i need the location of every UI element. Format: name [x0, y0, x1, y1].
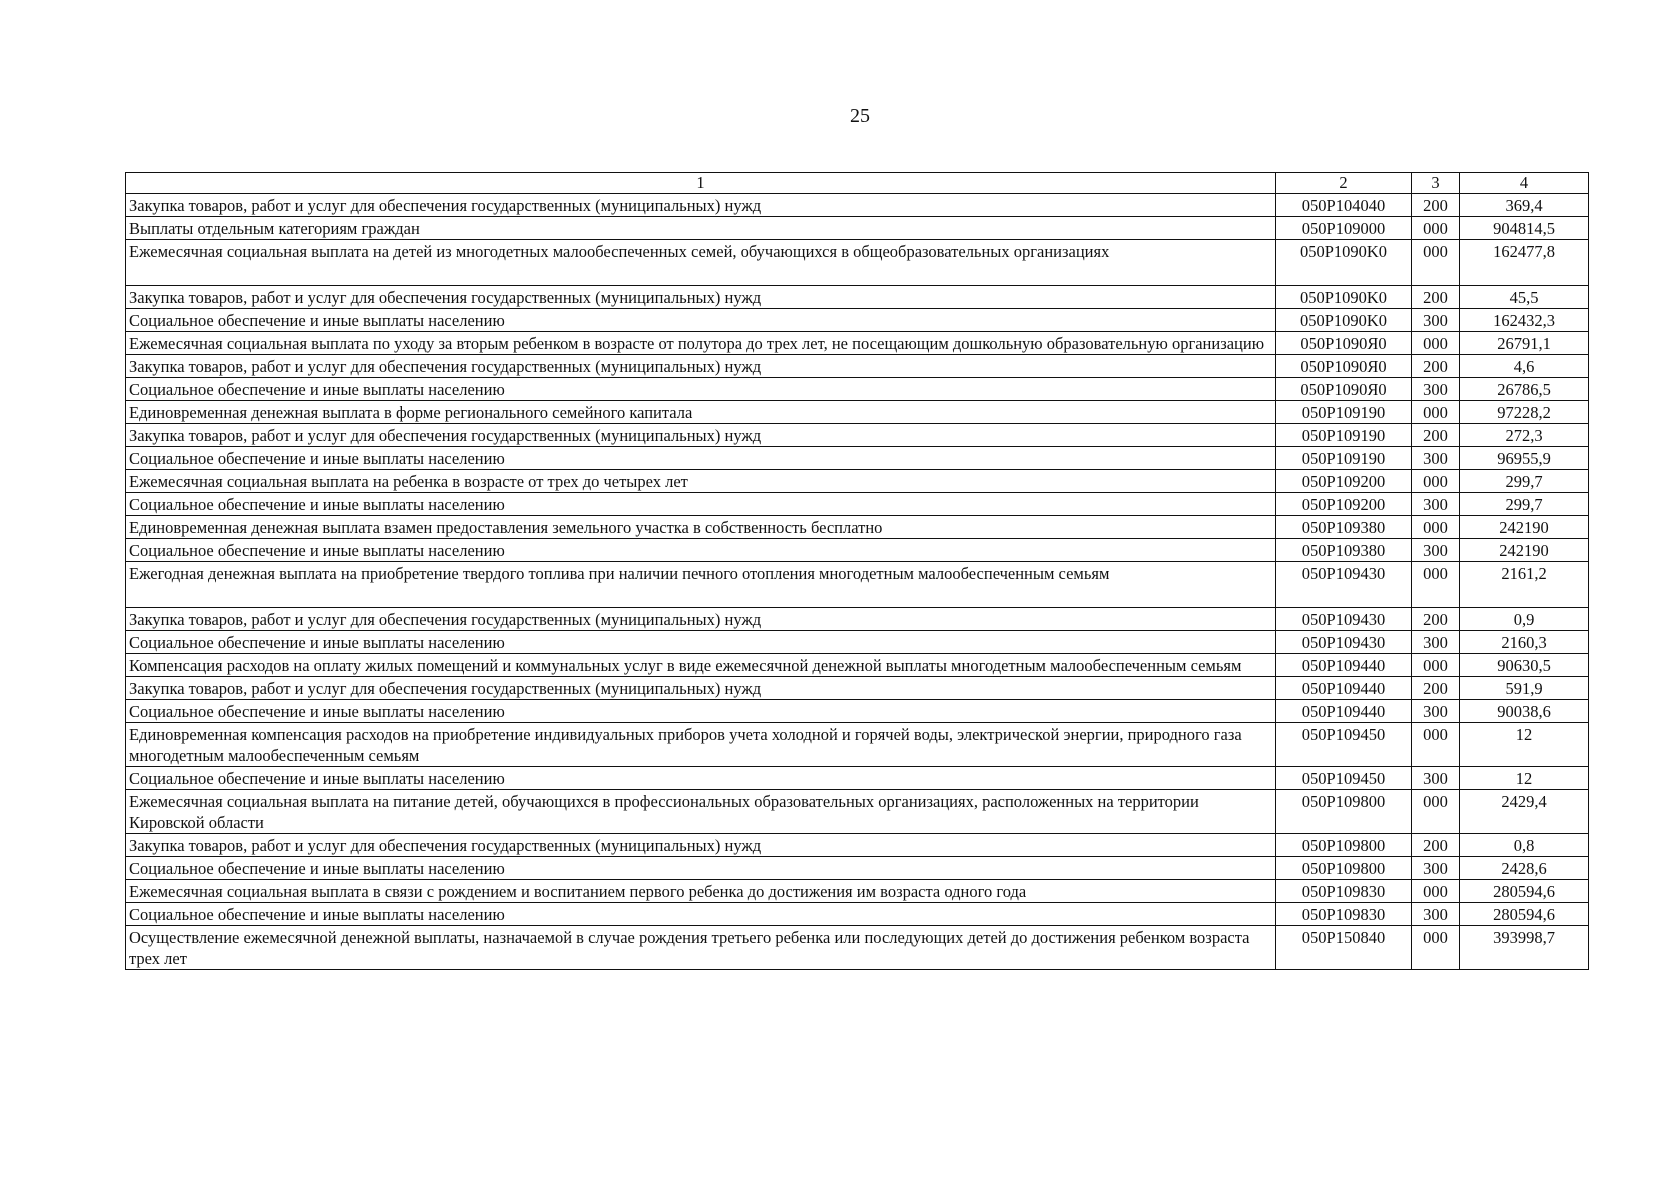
target-code-cell: 050P1090K0 [1276, 286, 1412, 309]
expense-type-cell: 000 [1412, 562, 1460, 608]
amount-cell: 96955,9 [1460, 447, 1589, 470]
table-row [126, 447, 1589, 470]
amount-cell: 12 [1460, 767, 1589, 790]
expense-name-cell: Закупка товаров, работ и услуг для обеспечения государственных (муниципальных) нужд [126, 677, 1276, 700]
expense-name-cell: Ежемесячная социальная выплата на ребенка в возрасте от трех до четырех лет [126, 470, 1276, 493]
expense-type-cell: 300 [1412, 539, 1460, 562]
expense-type-cell: 000 [1412, 880, 1460, 903]
amount-cell: 4,6 [1460, 355, 1589, 378]
amount-cell: 26786,5 [1460, 378, 1589, 401]
expense-type-cell: 300 [1412, 700, 1460, 723]
expense-type-cell: 000 [1412, 470, 1460, 493]
amount-cell: 97228,2 [1460, 401, 1589, 424]
expense-type-cell: 300 [1412, 903, 1460, 926]
table-row [126, 309, 1589, 332]
target-code-cell: 050P109200 [1276, 470, 1412, 493]
table-row [126, 723, 1589, 767]
expense-type-cell: 000 [1412, 240, 1460, 286]
target-code-cell: 050P109800 [1276, 857, 1412, 880]
expense-type-cell: 000 [1412, 790, 1460, 834]
table-row [126, 493, 1589, 516]
amount-cell: 90630,5 [1460, 654, 1589, 677]
expense-name-cell: Социальное обеспечение и иные выплаты населению [126, 700, 1276, 723]
table-row [126, 217, 1589, 240]
table-row [126, 903, 1589, 926]
expense-name-cell: Закупка товаров, работ и услуг для обеспечения государственных (муниципальных) нужд [126, 286, 1276, 309]
amount-cell: 299,7 [1460, 470, 1589, 493]
amount-cell: 242190 [1460, 539, 1589, 562]
expense-name-cell: Закупка товаров, работ и услуг для обеспечения государственных (муниципальных) нужд [126, 194, 1276, 217]
target-code-cell: 050P109000 [1276, 217, 1412, 240]
expense-type-cell: 300 [1412, 378, 1460, 401]
expense-name-cell: Социальное обеспечение и иные выплаты населению [126, 539, 1276, 562]
expense-type-cell: 300 [1412, 631, 1460, 654]
expense-name-cell: Выплаты отдельным категориям граждан [126, 217, 1276, 240]
amount-cell: 591,9 [1460, 677, 1589, 700]
table-row [126, 834, 1589, 857]
amount-cell: 280594,6 [1460, 903, 1589, 926]
expense-type-cell: 000 [1412, 332, 1460, 355]
target-code-cell: 050P109380 [1276, 539, 1412, 562]
expense-type-cell: 300 [1412, 493, 1460, 516]
amount-cell: 26791,1 [1460, 332, 1589, 355]
target-code-cell: 050P109430 [1276, 562, 1412, 608]
target-code-cell: 050P109190 [1276, 424, 1412, 447]
table-row [126, 677, 1589, 700]
expense-type-cell: 000 [1412, 723, 1460, 767]
table-row [126, 516, 1589, 539]
amount-cell: 162477,8 [1460, 240, 1589, 286]
amount-cell: 369,4 [1460, 194, 1589, 217]
target-code-cell: 050P1090Я0 [1276, 355, 1412, 378]
amount-cell: 45,5 [1460, 286, 1589, 309]
expense-type-cell: 200 [1412, 424, 1460, 447]
page-number: 25 [850, 105, 870, 127]
expense-name-cell: Закупка товаров, работ и услуг для обеспечения государственных (муниципальных) нужд [126, 608, 1276, 631]
target-code-cell: 050P109380 [1276, 516, 1412, 539]
table-row [126, 926, 1589, 970]
table-row [126, 790, 1589, 834]
target-code-cell: 050P109200 [1276, 493, 1412, 516]
target-code-cell: 050P1090Я0 [1276, 378, 1412, 401]
amount-cell: 242190 [1460, 516, 1589, 539]
table-header [126, 173, 1589, 194]
target-code-cell: 050P1090K0 [1276, 240, 1412, 286]
expense-type-cell: 200 [1412, 355, 1460, 378]
expense-name-cell: Социальное обеспечение и иные выплаты населению [126, 857, 1276, 880]
table-row [126, 332, 1589, 355]
column-header-2: 2 [1276, 173, 1412, 194]
table-body [126, 194, 1589, 970]
expense-type-cell: 300 [1412, 447, 1460, 470]
budget-table [125, 172, 1589, 970]
expense-type-cell: 200 [1412, 677, 1460, 700]
expense-name-cell: Социальное обеспечение и иные выплаты населению [126, 309, 1276, 332]
expense-name-cell: Ежемесячная социальная выплата на питание детей, обучающихся в профессиональных образовательных организациях, расположенных на территории Кировской области [126, 790, 1276, 834]
column-header-3: 3 [1412, 173, 1460, 194]
target-code-cell: 050P109190 [1276, 401, 1412, 424]
expense-name-cell: Единовременная денежная выплата в форме регионального семейного капитала [126, 401, 1276, 424]
expense-name-cell: Социальное обеспечение и иные выплаты населению [126, 903, 1276, 926]
table-row [126, 240, 1589, 286]
expense-type-cell: 000 [1412, 516, 1460, 539]
table-row [126, 880, 1589, 903]
expense-name-cell: Социальное обеспечение и иные выплаты населению [126, 767, 1276, 790]
amount-cell: 280594,6 [1460, 880, 1589, 903]
target-code-cell: 050P109430 [1276, 608, 1412, 631]
target-code-cell: 050P104040 [1276, 194, 1412, 217]
table-row [126, 194, 1589, 217]
expense-name-cell: Единовременная денежная выплата взамен предоставления земельного участка в собственность бесплатно [126, 516, 1276, 539]
table-row [126, 539, 1589, 562]
expense-name-cell: Осуществление ежемесячной денежной выплаты, назначаемой в случае рождения третьего ребенка или последующих детей до достижения ребенком возраста трех лет [126, 926, 1276, 970]
amount-cell: 2428,6 [1460, 857, 1589, 880]
target-code-cell: 050P109440 [1276, 677, 1412, 700]
expense-type-cell: 300 [1412, 309, 1460, 332]
target-code-cell: 050P109830 [1276, 880, 1412, 903]
amount-cell: 162432,3 [1460, 309, 1589, 332]
table-row [126, 424, 1589, 447]
table-row [126, 857, 1589, 880]
expense-name-cell: Ежемесячная социальная выплата в связи с рождением и воспитанием первого ребенка до достижения им возраста одного года [126, 880, 1276, 903]
expense-type-cell: 300 [1412, 857, 1460, 880]
expense-name-cell: Социальное обеспечение и иные выплаты населению [126, 631, 1276, 654]
target-code-cell: 050P109430 [1276, 631, 1412, 654]
table-row [126, 562, 1589, 608]
target-code-cell: 050P109830 [1276, 903, 1412, 926]
target-code-cell: 050P109800 [1276, 834, 1412, 857]
amount-cell: 2161,2 [1460, 562, 1589, 608]
expense-type-cell: 300 [1412, 767, 1460, 790]
table-row [126, 470, 1589, 493]
expense-name-cell: Компенсация расходов на оплату жилых помещений и коммунальных услуг в виде ежемесячной денежной выплаты многодетным малообеспеченным семьям [126, 654, 1276, 677]
expense-type-cell: 200 [1412, 194, 1460, 217]
amount-cell: 0,9 [1460, 608, 1589, 631]
expense-type-cell: 200 [1412, 608, 1460, 631]
amount-cell: 2429,4 [1460, 790, 1589, 834]
table-row [126, 631, 1589, 654]
table-row [126, 355, 1589, 378]
amount-cell: 393998,7 [1460, 926, 1589, 970]
expense-type-cell: 000 [1412, 654, 1460, 677]
expense-name-cell: Закупка товаров, работ и услуг для обеспечения государственных (муниципальных) нужд [126, 355, 1276, 378]
amount-cell: 90038,6 [1460, 700, 1589, 723]
table-row [126, 378, 1589, 401]
expense-name-cell: Единовременная компенсация расходов на приобретение индивидуальных приборов учета холодной и горячей воды, электрической энергии, природного газа многодетным малообеспеченным семьям [126, 723, 1276, 767]
amount-cell: 299,7 [1460, 493, 1589, 516]
target-code-cell: 050P109440 [1276, 654, 1412, 677]
target-code-cell: 050P109450 [1276, 723, 1412, 767]
table-row [126, 700, 1589, 723]
amount-cell: 904814,5 [1460, 217, 1589, 240]
amount-cell: 272,3 [1460, 424, 1589, 447]
expense-name-cell: Ежемесячная социальная выплата по уходу за вторым ребенком в возрасте от полутора до трех лет, не посещающим дошкольную образовательную организацию [126, 332, 1276, 355]
target-code-cell: 050P109440 [1276, 700, 1412, 723]
amount-cell: 12 [1460, 723, 1589, 767]
table-row [126, 286, 1589, 309]
expense-name-cell: Ежегодная денежная выплата на приобретение твердого топлива при наличии печного отопления многодетным малообеспеченным семьям [126, 562, 1276, 608]
expense-type-cell: 200 [1412, 286, 1460, 309]
expense-type-cell: 200 [1412, 834, 1460, 857]
column-header-1: 1 [126, 173, 1276, 194]
target-code-cell: 050P109450 [1276, 767, 1412, 790]
table-row [126, 767, 1589, 790]
table-row [126, 608, 1589, 631]
amount-cell: 2160,3 [1460, 631, 1589, 654]
target-code-cell: 050P150840 [1276, 926, 1412, 970]
expense-name-cell: Ежемесячная социальная выплата на детей из многодетных малообеспеченных семей, обучающихся в общеобразовательных организациях [126, 240, 1276, 286]
expense-name-cell: Закупка товаров, работ и услуг для обеспечения государственных (муниципальных) нужд [126, 834, 1276, 857]
target-code-cell: 050P109800 [1276, 790, 1412, 834]
amount-cell: 0,8 [1460, 834, 1589, 857]
expense-type-cell: 000 [1412, 401, 1460, 424]
expense-name-cell: Социальное обеспечение и иные выплаты населению [126, 493, 1276, 516]
column-header-4: 4 [1460, 173, 1589, 194]
table-row [126, 401, 1589, 424]
target-code-cell: 050P1090K0 [1276, 309, 1412, 332]
expense-name-cell: Социальное обеспечение и иные выплаты населению [126, 447, 1276, 470]
expense-type-cell: 000 [1412, 217, 1460, 240]
expense-name-cell: Закупка товаров, работ и услуг для обеспечения государственных (муниципальных) нужд [126, 424, 1276, 447]
expense-name-cell: Социальное обеспечение и иные выплаты населению [126, 378, 1276, 401]
expense-type-cell: 000 [1412, 926, 1460, 970]
target-code-cell: 050P1090Я0 [1276, 332, 1412, 355]
target-code-cell: 050P109190 [1276, 447, 1412, 470]
header-row [126, 173, 1589, 194]
table-row [126, 654, 1589, 677]
